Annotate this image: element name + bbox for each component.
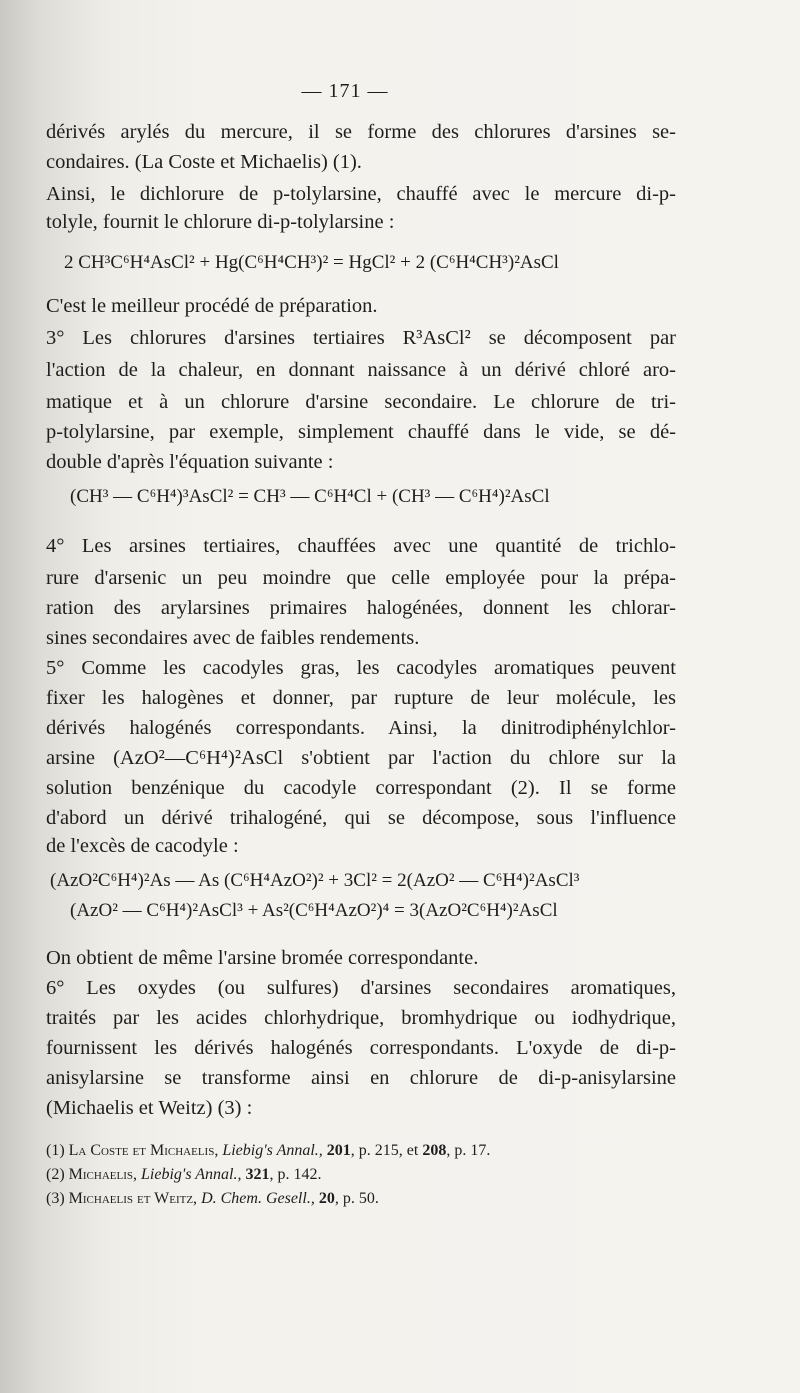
footnote-volume: 321 [245,1166,270,1183]
text-line: double d'après l'équation suivante : [46,451,334,473]
equation: (AzO²C⁶H⁴)²As — As (C⁶H⁴AzO²)² + 3Cl² = 2(AzO² — C⁶H⁴)²AsCl³ [50,870,580,891]
text-line: solution benzénique du cacodyle correspondant (2). Il se forme [46,777,676,799]
footnote-journal: Liebig's Annal., [222,1142,323,1159]
footnote [46,1140,490,1162]
text-line: C'est le meilleur procédé de préparation. [46,295,378,317]
text-line: traités par les acides chlorhydrique, bromhydrique ou iodhydrique, [46,1007,676,1029]
footnote-pages: , p. 17. [446,1142,491,1159]
footnote-journal: D. Chem. Gesell., [201,1190,315,1207]
footnote [46,1164,321,1186]
text-line: p-tolylarsine, par exemple, simplement chauffé dans le vide, se dé- [46,421,676,443]
footnote-volume: 208 [422,1142,447,1159]
page-number: — 171 — [301,80,389,102]
text-line: matique et à un chlorure d'arsine secondaire. Le chlorure de tri- [46,391,676,413]
footnote-mark: (1) [46,1142,65,1159]
text-line: On obtient de même l'arsine bromée correspondante. [46,947,479,969]
text-line: dérivés arylés du mercure, il se forme des chlorures d'arsines se- [46,121,676,143]
text-line: 5° Comme les cacodyles gras, les cacodyles aromatiques peuvent [46,657,676,679]
footnote-journal: Liebig's Annal., [141,1166,242,1183]
text-line: arsine (AzO²—C⁶H⁴)²AsCl s'obtient par l'action du chlore sur la [46,747,676,769]
text-line: (Michaelis et Weitz) (3) : [46,1097,253,1119]
footnote-pages: , p. 215, et [350,1142,419,1159]
text-line: dérivés halogénés correspondants. Ainsi, la dinitrodiphénylchlor- [46,717,676,739]
text-line: 4° Les arsines tertiaires, chauffées avec une quantité de trichlo- [46,535,676,557]
footnote-mark: (2) [46,1166,65,1183]
text-line: Ainsi, le dichlorure de p-tolylarsine, chauffé avec le mercure di-p- [46,183,676,205]
text-line: d'abord un dérivé trihalogéné, qui se décompose, sous l'influence [46,807,676,829]
equation: 2 CH³C⁶H⁴AsCl² + Hg(C⁶H⁴CH³)² = HgCl² + 2 (C⁶H⁴CH³)²AsCl [64,252,559,273]
text-line: de l'excès de cacodyle : [46,835,239,857]
text-line: l'action de la chaleur, en donnant naissance à un dérivé chloré aro- [46,359,676,381]
footnote [46,1188,379,1210]
text-line: rure d'arsenic un peu moindre que celle employée pour la prépa- [46,567,676,589]
text-line: sines secondaires avec de faibles rendements. [46,627,420,649]
footnote-pages: , p. 50. [334,1190,379,1207]
footnote-authors: Michaelis et Weitz, [68,1190,198,1207]
text-line: fournissent les dérivés halogénés correspondants. L'oxyde de di-p- [46,1037,676,1059]
text-line: condaires. (La Coste et Michaelis) (1). [46,151,362,173]
equation: (AzO² — C⁶H⁴)²AsCl³ + As²(C⁶H⁴AzO²)⁴ = 3(AzO²C⁶H⁴)²AsCl [70,900,558,921]
equation: (CH³ — C⁶H⁴)³AsCl² = CH³ — C⁶H⁴Cl + (CH³ — C⁶H⁴)²AsCl [70,486,550,507]
footnote-mark: (3) [46,1190,65,1207]
text-line: 3° Les chlorures d'arsines tertiaires R³AsCl² se décomposent par [46,327,676,349]
text-line: tolyle, fournit le chlorure di-p-tolylarsine : [46,211,395,233]
text-line: fixer les halogènes et donner, par rupture de leur molécule, les [46,687,676,709]
text-line: 6° Les oxydes (ou sulfures) d'arsines secondaires aromatiques, [46,977,676,999]
footnote-pages: , p. 142. [269,1166,322,1183]
footnote-volume: 201 [326,1142,351,1159]
text-line: anisylarsine se transforme ainsi en chlorure de di-p-anisylarsine [46,1067,676,1089]
footnote-authors: La Coste et Michaelis, [68,1142,219,1159]
text-line: ration des arylarsines primaires halogénées, donnent les chlorar- [46,597,676,619]
footnote-volume: 20 [318,1190,335,1207]
footnote-authors: Michaelis, [68,1166,137,1183]
